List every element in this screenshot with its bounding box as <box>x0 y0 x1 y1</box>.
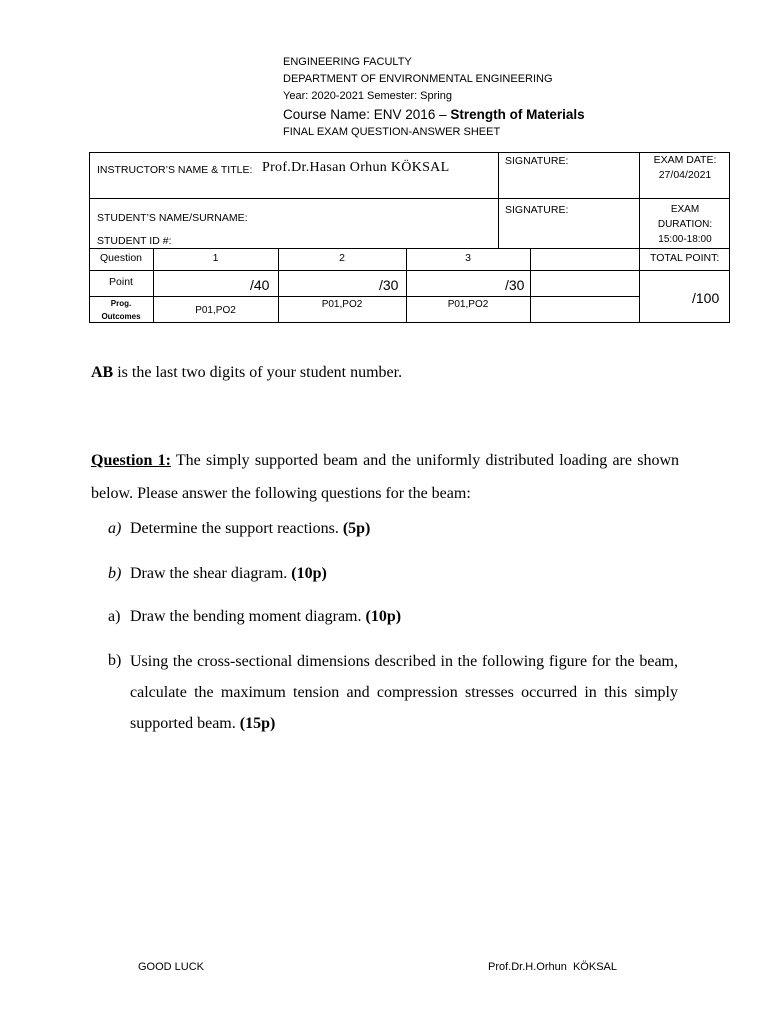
point-row-label: Point <box>109 276 133 288</box>
table-rule <box>530 248 531 323</box>
question-point-3: /30 <box>505 277 525 293</box>
footer-good-luck: GOOD LUCK <box>138 961 205 973</box>
course-title: Strength of Materials <box>450 107 585 122</box>
question-1-item <box>108 565 327 583</box>
item-points: (10p) <box>365 608 402 625</box>
outcomes-label-line1: Prog. <box>110 299 132 308</box>
question-number-3: 3 <box>465 252 471 264</box>
outcomes-row-label <box>89 297 153 323</box>
exam-date-label: EXAM DATE: <box>653 154 717 166</box>
question-1-item <box>108 520 370 538</box>
question-point-2: /30 <box>379 277 399 293</box>
question-row-label: Question <box>99 252 143 264</box>
intro-text: is the last two digits of your student number. <box>113 364 403 381</box>
item-points: (5p) <box>342 520 371 537</box>
exam-duration-label <box>640 202 730 247</box>
question-1-text: The simply supported beam and the uniformly distributed loading are shown below. Please answer the following questions for the beam: <box>91 452 680 502</box>
item-points: (10p) <box>291 565 327 582</box>
table-rule <box>89 270 730 271</box>
year-semester: Year: 2020-2021 Semester: Spring <box>283 90 452 102</box>
item-points: (15p) <box>239 715 276 732</box>
item-text: Using the cross-sectional dimensions described in the following figure for the beam, calculate the maximum tension and compression stresses occurred in this simply supported beam. <box>130 653 678 732</box>
faculty-name: ENGINEERING FACULTY <box>283 56 412 68</box>
instructor-signature-label: SIGNATURE: <box>505 155 569 167</box>
question-outcomes-1: P01,PO2 <box>195 305 236 316</box>
student-signature-label: SIGNATURE: <box>505 204 569 216</box>
item-text: Draw the shear diagram. <box>130 565 292 582</box>
exam-info-table <box>89 152 730 323</box>
question-number-1: 1 <box>212 252 219 264</box>
item-label: a) <box>108 520 122 537</box>
table-rule <box>498 152 499 248</box>
exam-duration-time: 15:00-18:00 <box>658 234 712 245</box>
item-text: Draw the bending moment diagram. <box>130 608 366 625</box>
department-name: DEPARTMENT OF ENVIRONMENTAL ENGINEERING <box>283 73 553 85</box>
question-1-item <box>108 608 401 626</box>
outcomes-label-line2: Outcomes <box>101 312 141 321</box>
intro-ab: AB <box>91 364 114 381</box>
table-rule <box>89 296 639 297</box>
item-label: b) <box>108 565 122 582</box>
item-text: Determine the support reactions. <box>130 520 343 537</box>
question-1-label: Question 1: <box>91 452 171 469</box>
footer-signature: Prof.Dr.H.Orhun KÖKSAL <box>488 961 617 973</box>
table-rule <box>89 248 730 249</box>
question-outcomes-3: P01,PO2 <box>447 299 489 310</box>
question-1-item <box>130 646 678 739</box>
question-1-item-label: b) <box>108 652 122 669</box>
student-id-label: STUDENT ID #: <box>97 235 172 247</box>
exam-header <box>283 54 585 141</box>
intro-note <box>91 364 402 382</box>
exam-date: 27/04/2021 <box>658 169 712 181</box>
instructor-name: Prof.Dr.Hasan Orhun KÖKSAL <box>262 160 450 175</box>
total-point-value: /100 <box>692 290 720 306</box>
question-outcomes-2: P01,PO2 <box>321 299 363 310</box>
question-1-statement <box>91 444 679 510</box>
course-name <box>283 105 585 124</box>
item-label: a) <box>108 608 121 625</box>
question-point-1: /40 <box>250 277 270 293</box>
total-point-label: TOTAL POINT: <box>650 252 720 264</box>
question-1-label-wrap <box>91 452 171 469</box>
table-rule <box>89 198 730 199</box>
exam-duration-line2: DURATION: <box>657 219 713 230</box>
question-number-2: 2 <box>339 252 345 264</box>
student-name-label: STUDENT’S NAME/SURNAME: <box>97 212 248 224</box>
exam-duration-line1: EXAM <box>670 204 700 215</box>
sheet-title: FINAL EXAM QUESTION-ANSWER SHEET <box>283 126 501 138</box>
instructor-label: INSTRUCTOR’S NAME & TITLE: <box>97 164 253 176</box>
course-prefix: Course Name: ENV 2016 – <box>283 107 451 122</box>
